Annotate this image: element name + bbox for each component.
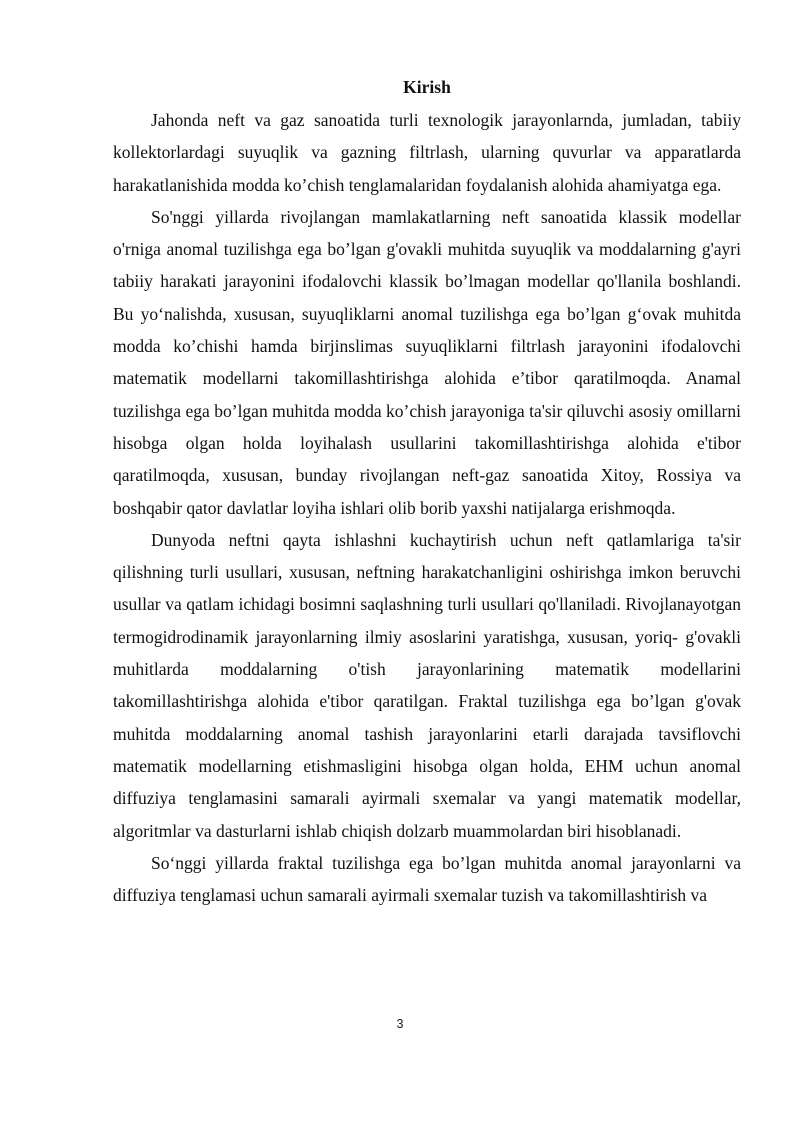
paragraph-1: Jahonda neft va gaz sanoatida turli texnologik jarayonlarnda, jumladan, tabiiy kollektorlardagi suyuqlik va gazning filtrlash, ularning quvurlar va apparatlarda harakatlanishida modda ko’chish tenglamalaridan foydalanish alohida ahamiyatga ega. xyxy=(113,110,741,195)
paragraph-2: So'nggi yillarda rivojlangan mamlakatlarning neft sanoatida klassik modellar o'rniga anomal tuzilishga ega bo’lgan g'ovakli muhitda suyuqlik va moddalarning g'ayri tabiiy harakati jarayonini ifodalovchi klassik bo’lmagan modellar qo'llanila boshlandi. Bu yo‘nalishda, xususan, suyuqliklarni anomal tuzilishga ega bo’lgan g‘ovak muhitda modda ko’chishi hamda birjinslimas suyuqliklarni filtrlash jarayonini ifodalovchi matematik modellarni takomillashtirishga alohida e’tibor qaratilmoqda. Anamal tuzilishga ega bo’lgan muhitda modda ko’chish jarayoniga ta'sir qiluvchi asosiy omillarni hisobga olgan holda loyihalash usullarini takomillashtirishga alohida e'tibor qaratilmoqda, xususan, bunday rivojlangan neft-gaz sanoatida Xitoy, Rossiya va boshqabir qator davlatlar loyiha ishlari olib borib yaxshi natijalarga erishmoqda. xyxy=(113,206,741,518)
paragraph-4: So‘nggi yillarda fraktal tuzilishga ega bo’lgan muhitda anomal jarayonlarni va diffuziya tenglamasi uchun samarali ayirmali sxemalar tuzish va takomillashtirish va xyxy=(113,852,741,906)
paragraph-3: Dunyoda neftni qayta ishlashni kuchaytirish uchun neft qatlamlariga ta'sir qilishning turli usullari, xususan, neftning harakatchanligini oshirishga imkon beruvchi usullar va qatlam ichidagi bosimni saqlashning turli usullari qo'llaniladi. Rivojlanayotgan termogidrodinamik jarayonlarning ilmiy asoslarini yaratishga, xususan, yoriq- g'ovakli muhitlarda moddalarning o'tish jarayonlarining matematik modellarini takomillashtirishga alohida e'tibor qaratilgan. Fraktal tuzilishga ega bo’lgan g'ovak muhitda moddalarning anomal tashish jarayonlarini etarli darajada tavsiflovchi matematik modellarning etishmasligini hisobga olgan holda, EHM uchun anomal diffuziya tenglamasini samarali ayirmali sxemalar va yangi matematik modellar, algoritmlar va dasturlarni ishlab chiqish dolzarb muammolardan biri hisoblanadi. xyxy=(113,529,741,841)
section-heading: Kirish xyxy=(403,77,451,97)
page-number: 3 xyxy=(396,1017,404,1031)
document-body xyxy=(113,74,741,911)
